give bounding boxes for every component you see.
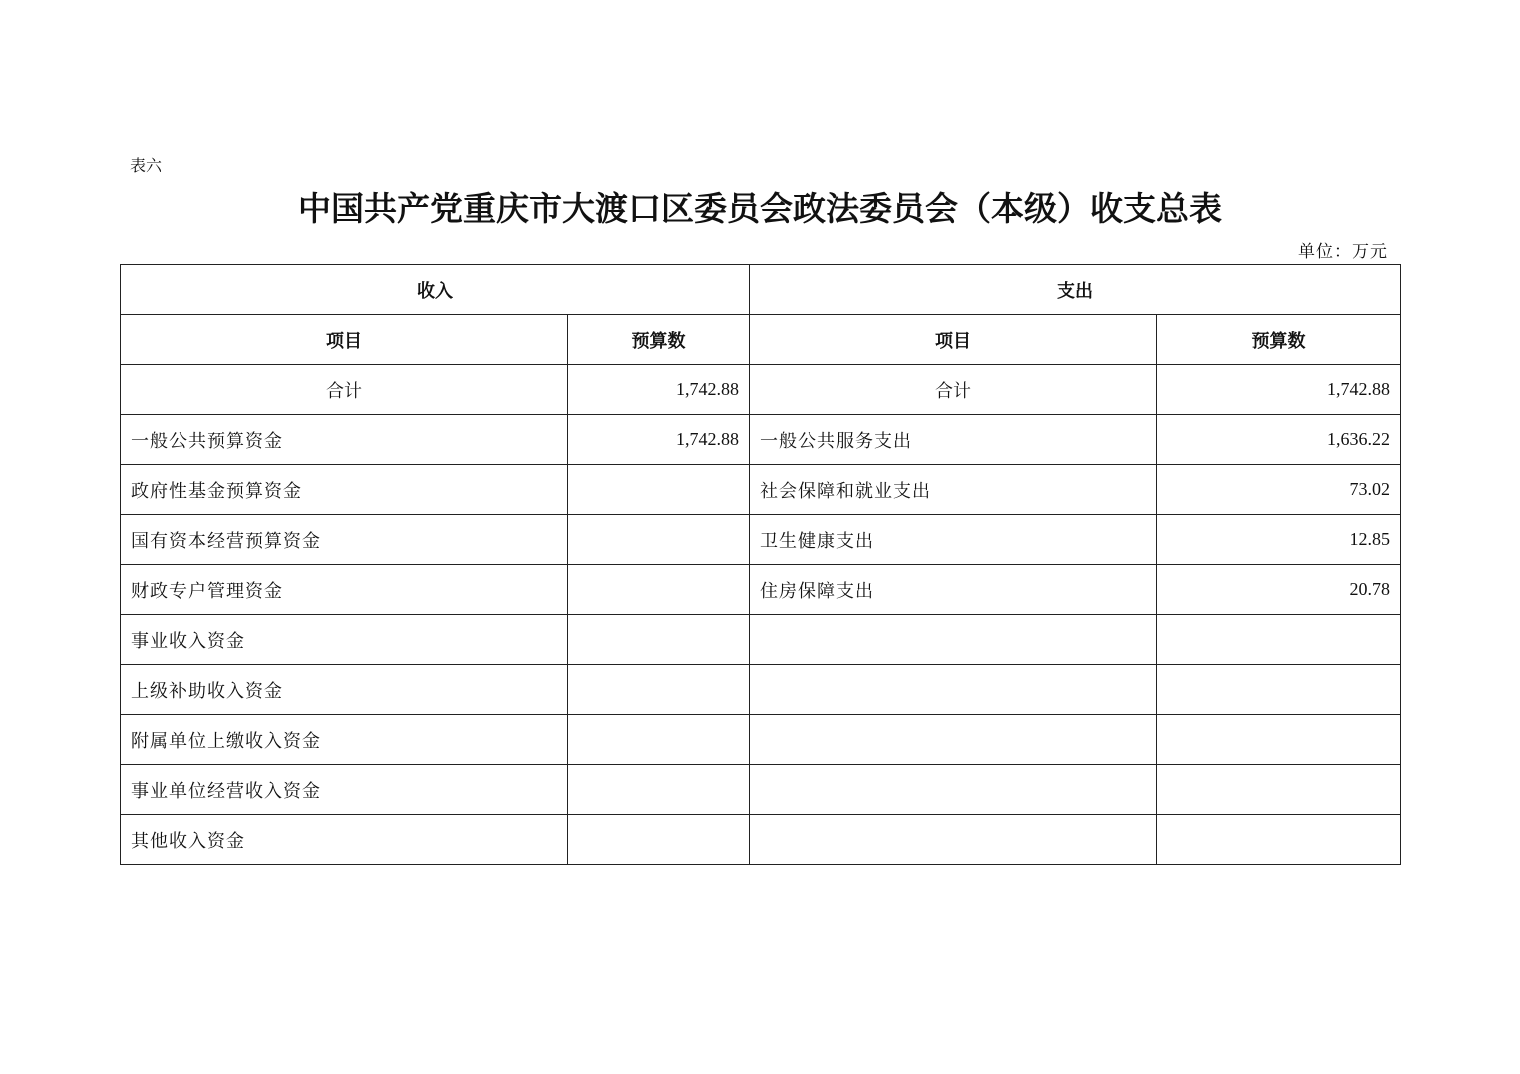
income-value	[568, 465, 750, 515]
table-row	[121, 515, 1401, 565]
budget-summary-table	[120, 264, 1401, 865]
expense-value	[1157, 715, 1401, 765]
table-row	[121, 465, 1401, 515]
expense-value: 1,636.22	[1157, 415, 1401, 465]
income-item: 其他收入资金	[121, 815, 568, 865]
expense-header: 支出	[750, 265, 1401, 315]
income-item: 财政专户管理资金	[121, 565, 568, 615]
expense-value	[1157, 765, 1401, 815]
table-row	[121, 415, 1401, 465]
income-value	[568, 565, 750, 615]
income-budget-column-header: 预算数	[568, 315, 750, 365]
income-value	[568, 815, 750, 865]
income-value	[568, 615, 750, 665]
expense-item	[750, 815, 1157, 865]
column-header-row	[121, 315, 1401, 365]
income-item: 一般公共预算资金	[121, 415, 568, 465]
expense-item	[750, 665, 1157, 715]
expense-total-label: 合计	[750, 365, 1157, 415]
income-item: 事业单位经营收入资金	[121, 765, 568, 815]
expense-budget-column-header: 预算数	[1157, 315, 1401, 365]
income-value	[568, 715, 750, 765]
table-number: 表六	[130, 156, 163, 175]
expense-item	[750, 715, 1157, 765]
income-item: 事业收入资金	[121, 615, 568, 665]
table-row	[121, 565, 1401, 615]
income-item: 上级补助收入资金	[121, 665, 568, 715]
expense-total-value: 1,742.88	[1157, 365, 1401, 415]
expense-item	[750, 765, 1157, 815]
expense-value: 12.85	[1157, 515, 1401, 565]
unit-label: 单位：万元	[1298, 242, 1388, 262]
table-row	[121, 665, 1401, 715]
income-item: 政府性基金预算资金	[121, 465, 568, 515]
expense-item: 社会保障和就业支出	[750, 465, 1157, 515]
expense-value: 73.02	[1157, 465, 1401, 515]
income-item-column-header: 项目	[121, 315, 568, 365]
income-value: 1,742.88	[568, 415, 750, 465]
expense-item-column-header: 项目	[750, 315, 1157, 365]
table-row	[121, 615, 1401, 665]
income-total-value: 1,742.88	[568, 365, 750, 415]
expense-value	[1157, 615, 1401, 665]
page-title: 中国共产党重庆市大渡口区委员会政法委员会（本级）收支总表	[298, 189, 1222, 228]
expense-item: 住房保障支出	[750, 565, 1157, 615]
expense-item	[750, 615, 1157, 665]
income-header: 收入	[121, 265, 750, 315]
income-total-label: 合计	[121, 365, 568, 415]
income-item: 附属单位上缴收入资金	[121, 715, 568, 765]
expense-value	[1157, 665, 1401, 715]
expense-item: 卫生健康支出	[750, 515, 1157, 565]
income-value	[568, 765, 750, 815]
section-header-row	[121, 265, 1401, 315]
income-value	[568, 665, 750, 715]
total-row	[121, 365, 1401, 415]
table-row	[121, 715, 1401, 765]
expense-value: 20.78	[1157, 565, 1401, 615]
income-value	[568, 515, 750, 565]
expense-item: 一般公共服务支出	[750, 415, 1157, 465]
table-row	[121, 815, 1401, 865]
table-row	[121, 765, 1401, 815]
expense-value	[1157, 815, 1401, 865]
income-item: 国有资本经营预算资金	[121, 515, 568, 565]
